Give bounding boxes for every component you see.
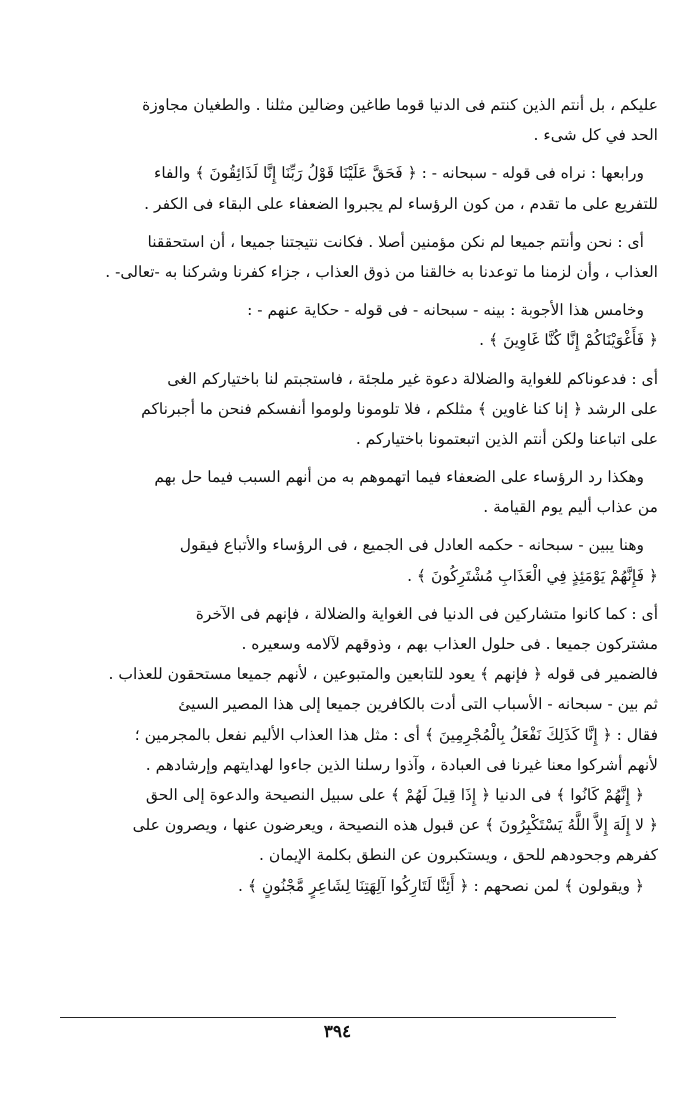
text-line: فقال : ﴿ إِنَّا كَذَلِكَ نَفْعَلُ بِالْمُجْرِمِينَ ﴾ أى : مثل هذا العذاب الأليم نفعل بالمجرمين ؛ bbox=[134, 725, 658, 744]
text-line: من عذاب أليم يوم القيامة . bbox=[483, 498, 658, 517]
text-line: ورابعها : نراه فى قوله - سبحانه - : ﴿ فَحَقَّ عَلَيْنَا قَوْلُ رَبِّنَا إِنَّا لَذَائِقُونَ ﴾ والفاء bbox=[154, 164, 644, 183]
text-line: على الرشد ﴿ إنا كنا غاوين ﴾ مثلكم ، فلا تلومونا ولوموا أنفسكم فنحن ما أجبرناكم bbox=[141, 399, 658, 418]
text-line: ﴿ لا إِلَهَ إِلاَّ اللَّهُ يَسْتَكْبِرُونَ ﴾ عن قبول هذه النصيحة ، ويعرضون عنها ، ويصرون على bbox=[132, 816, 658, 835]
text-line: للتفريع على ما تقدم ، من كون الرؤساء لم يجبروا الضعفاء على البقاء فى الكفر . bbox=[144, 194, 658, 213]
text-line: العذاب ، وأن لزمنا ما توعدنا به خالقنا من ذوق العذاب ، جزاء كفرنا وشركنا به -تعالى- . bbox=[105, 262, 658, 281]
text-line: عليكم ، بل أنتم الذين كنتم فى الدنيا قوما طاغين وضالين مثلنا . والطغيان مجاوزة bbox=[142, 96, 658, 114]
text-line: ثم بين - سبحانه - الأسباب التى أدت بالكافرين جميعا إلى هذا المصير السيئ bbox=[178, 695, 658, 714]
text-line: على اتباعنا ولكن أنتم الذين اتبعتمونا باختياركم . bbox=[355, 429, 658, 448]
text-line: وخامس هذا الأجوبة : بينه - سبحانه - فى قوله - حكاية عنهم - : bbox=[247, 301, 644, 320]
text-line: ﴿ فَأَغْوَيْنَاكُمْ إِنَّا كُنَّا غَاوِينَ ﴾ . bbox=[479, 331, 658, 350]
text-line: أى : نحن وأنتم جميعا لم نكن مؤمنين أصلا . فكانت نتيجتنا جميعا ، أن استحققنا bbox=[147, 232, 644, 251]
footer-divider bbox=[60, 1017, 616, 1018]
text-line: مشتركون جميعا . فى حلول العذاب بهم ، وذوقهم لآلامه وسعيره . bbox=[241, 635, 658, 653]
text-line: ﴿ فَإِنَّهُمْ يَوْمَئِذٍ فِي الْعَذَابِ مُشْتَرِكُونَ ﴾ . bbox=[407, 566, 658, 585]
page-number: ٣٩٤ bbox=[323, 1022, 352, 1042]
text-line: أى : فدعوناكم للغواية والضلالة دعوة غير ملجئة ، فاستجبتم لنا باختياركم الغى bbox=[167, 369, 658, 388]
text-line: فالضمير فى قوله ﴿ فإنهم ﴾ يعود للتابعين والمتبوعين ، لأنهم جميعا مستحقون للعذاب . bbox=[108, 665, 658, 684]
text-line: الحد في كل شىء . bbox=[533, 126, 658, 145]
text-line: لأنهم أشركوا معنا غيرنا فى العبادة ، وآذوا رسلنا الذين جاءوا لهدايتهم وإرشادهم . bbox=[145, 755, 658, 774]
text-line: ﴿ إِنَّهُمْ كَانُوا ﴾ فى الدنيا ﴿ إِذَا قِيلَ لَهُمْ ﴾ على سبيل النصيحة والدعوة إلى الحق bbox=[145, 785, 644, 804]
text-line: وهنا يبين - سبحانه - حكمه العادل فى الجميع ، فى الرؤساء والأتباع فيقول bbox=[179, 536, 644, 555]
body-text bbox=[22, 90, 658, 901]
text-line: كفرهم وجحودهم للحق ، ويستكبرون عن النطق بكلمة الإيمان . bbox=[259, 846, 658, 865]
text-line: ﴿ ويقولون ﴾ لمن نصحهم : ﴿ أَئِنَّا لَتَارِكُوا آلِهَتِنَا لِشَاعِرٍ مَّجْنُونٍ ﴾ . bbox=[237, 876, 644, 895]
text-line: وهكذا رد الرؤساء على الضعفاء فيما اتهموهم به من أنهم السبب فيما حل بهم bbox=[154, 468, 644, 487]
text-line: أى : كما كانوا متشاركين فى الدنيا فى الغواية والضلالة ، فإنهم فى الآخرة bbox=[195, 604, 658, 623]
